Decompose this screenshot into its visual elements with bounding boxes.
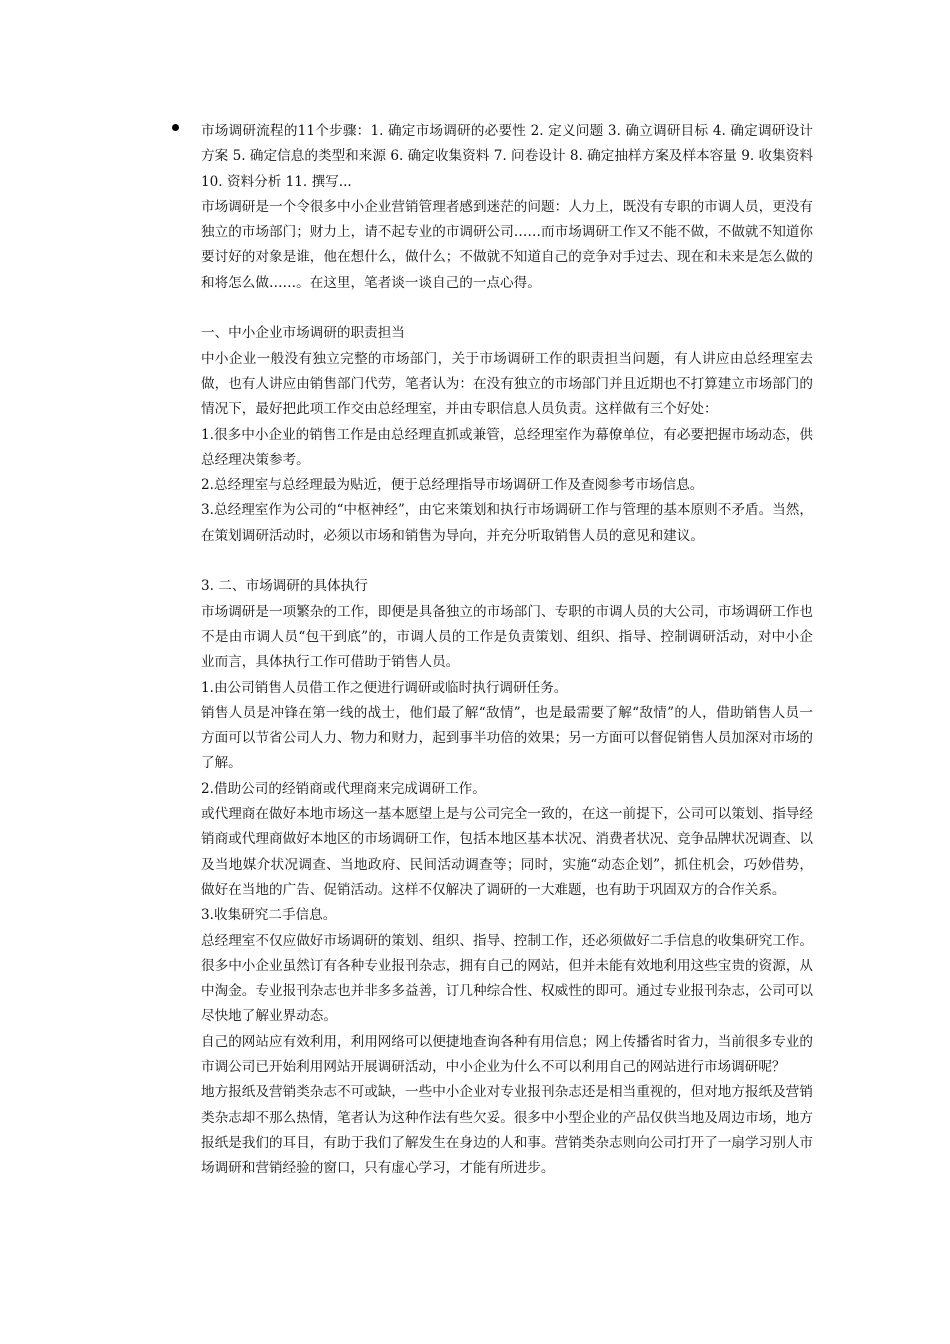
- section2-item-3-title: 3.收集研究二手信息。: [201, 907, 337, 924]
- section1-item-1: 1.很多中小企业的销售工作是由总经理直抓或兼管，总经理室作为幕僚单位，有必要把握市场动态，供总经理决策参考。: [201, 426, 813, 468]
- bullet-icon: [172, 124, 179, 131]
- summary-paragraph: 市场调研流程的11个步骤：1. 确定市场调研的必要性 2. 定义问题 3. 确立调研目标 4. 确定调研设计方案 5. 确定信息的类型和来源 6. 确定收集资料 7. 问卷设计 8. 确定抽样方案及样本容量 9. 收集资料 10. 资料分析 11. 撰写...: [201, 123, 813, 190]
- section2-item-2-title: 2.借助公司的经销商或代理商来完成调研工作。: [201, 780, 486, 797]
- section1-item-2: 2.总经理室与总经理最为贴近，便于总经理指导市场调研工作及查阅参考市场信息。: [201, 477, 704, 494]
- section2-item-3-body-3: 地方报纸及营销类杂志不可或缺，一些中小企业对专业报刊杂志还是相当重视的，但对地方报纸及营销类杂志却不那么热情，笔者认为这种作法有些欠妥。很多中小型企业的产品仅供当地及周边市场，地方报纸是我们的耳目，有助于我们了解发生在身边的人和事。营销类杂志则向公司打开了一扇学习别人市场调研和营销经验的窗口，只有虚心学习，才能有所进步。: [201, 1084, 813, 1177]
- section2-item-2-body: 或代理商在做好本地市场这一基本愿望上是与公司完全一致的，在这一前提下，公司可以策划、指导经销商或代理商做好本地区的市场调研工作，包括本地区基本状况、消费者状况、竞争品牌状况调查、以及当地媒介状况调查、当地政府、民间活动调查等；同时，实施“动态企划”，抓住机会，巧妙借势，做好在当地的广告、促销活动。这样不仅解决了调研的一大难题，也有助于巩固双方的合作关系。: [201, 806, 813, 898]
- section1-item-3: 3.总经理室作为公司的“中枢神经”，由它来策划和执行市场调研工作与管理的基本原则不矛盾。当然，在策划调研活动时，必须以市场和销售为导向，并充分听取销售人员的意见和建议。: [201, 502, 813, 544]
- document-body: [201, 119, 813, 1181]
- section1-body: 中小企业一般没有独立完整的市场部门，关于市场调研工作的职责担当问题，有人讲应由总经理室去做，也有人讲应由销售部门代劳，笔者认为：在没有独立的市场部门并且近期也不打算建立市场部门的情况下，最好把此项工作交由总经理室，并由专职信息人员负责。这样做有三个好处：: [201, 350, 813, 418]
- paragraph-spacer: [201, 296, 813, 321]
- paragraph-spacer: [201, 549, 813, 574]
- section2-item-3-body-2: 自己的网站应有效利用，利用网络可以便捷地查询各种有用信息；网上传播省时省力，当前很多专业的市调公司已开始利用网站开展调研活动，中小企业为什么不可以利用自己的网站进行市场调研呢？: [201, 1033, 813, 1075]
- section2-heading: 3. 二、市场调研的具体执行: [201, 578, 368, 595]
- section2-item-3-body-1: 总经理室不仅应做好市场调研的策划、组织、指导、控制工作，还必须做好二手信息的收集研究工作。很多中小企业虽然订有各种专业报刊杂志，拥有自己的网站，但并未能有效地利用这些宝贵的资源，从中淘金。专业报刊杂志也并非多多益善，订几种综合性、权威性的即可。通过专业报刊杂志，公司可以尽快地了解业界动态。: [201, 932, 813, 1025]
- section2-item-1-title: 1.由公司销售人员借工作之便进行调研或临时执行调研任务。: [201, 679, 568, 696]
- section2-body: 市场调研是一项繁杂的工作，即便是具备独立的市场部门、专职的市调人员的大公司，市场调研工作也不是由市调人员“包干到底”的，市调人员的工作是负责策划、组织、指导、控制调研活动，对中小企业而言，具体执行工作可借助于销售人员。: [201, 603, 813, 671]
- section1-heading: 一、中小企业市场调研的职责担当: [201, 325, 405, 342]
- intro-paragraph: 市场调研是一个令很多中小企业营销管理者感到迷茫的问题：人力上，既没有专职的市调人员，更没有独立的市场部门；财力上，请不起专业的市调研公司……而市场调研工作又不能不做，不做就不知道你要讨好的对象是谁，他在想什么，做什么；不做就不知道自己的竞争对手过去、现在和未来是怎么做的和将怎么做……。在这里，笔者谈一谈自己的一点心得。: [201, 198, 813, 291]
- section2-item-1-body: 销售人员是冲锋在第一线的战士，他们最了解“敌情”，也是最需要了解“敌情”的人，借助销售人员一方面可以节省公司人力、物力和财力，起到事半功倍的效果；另一方面可以督促销售人员加深对市场的了解。: [201, 704, 813, 772]
